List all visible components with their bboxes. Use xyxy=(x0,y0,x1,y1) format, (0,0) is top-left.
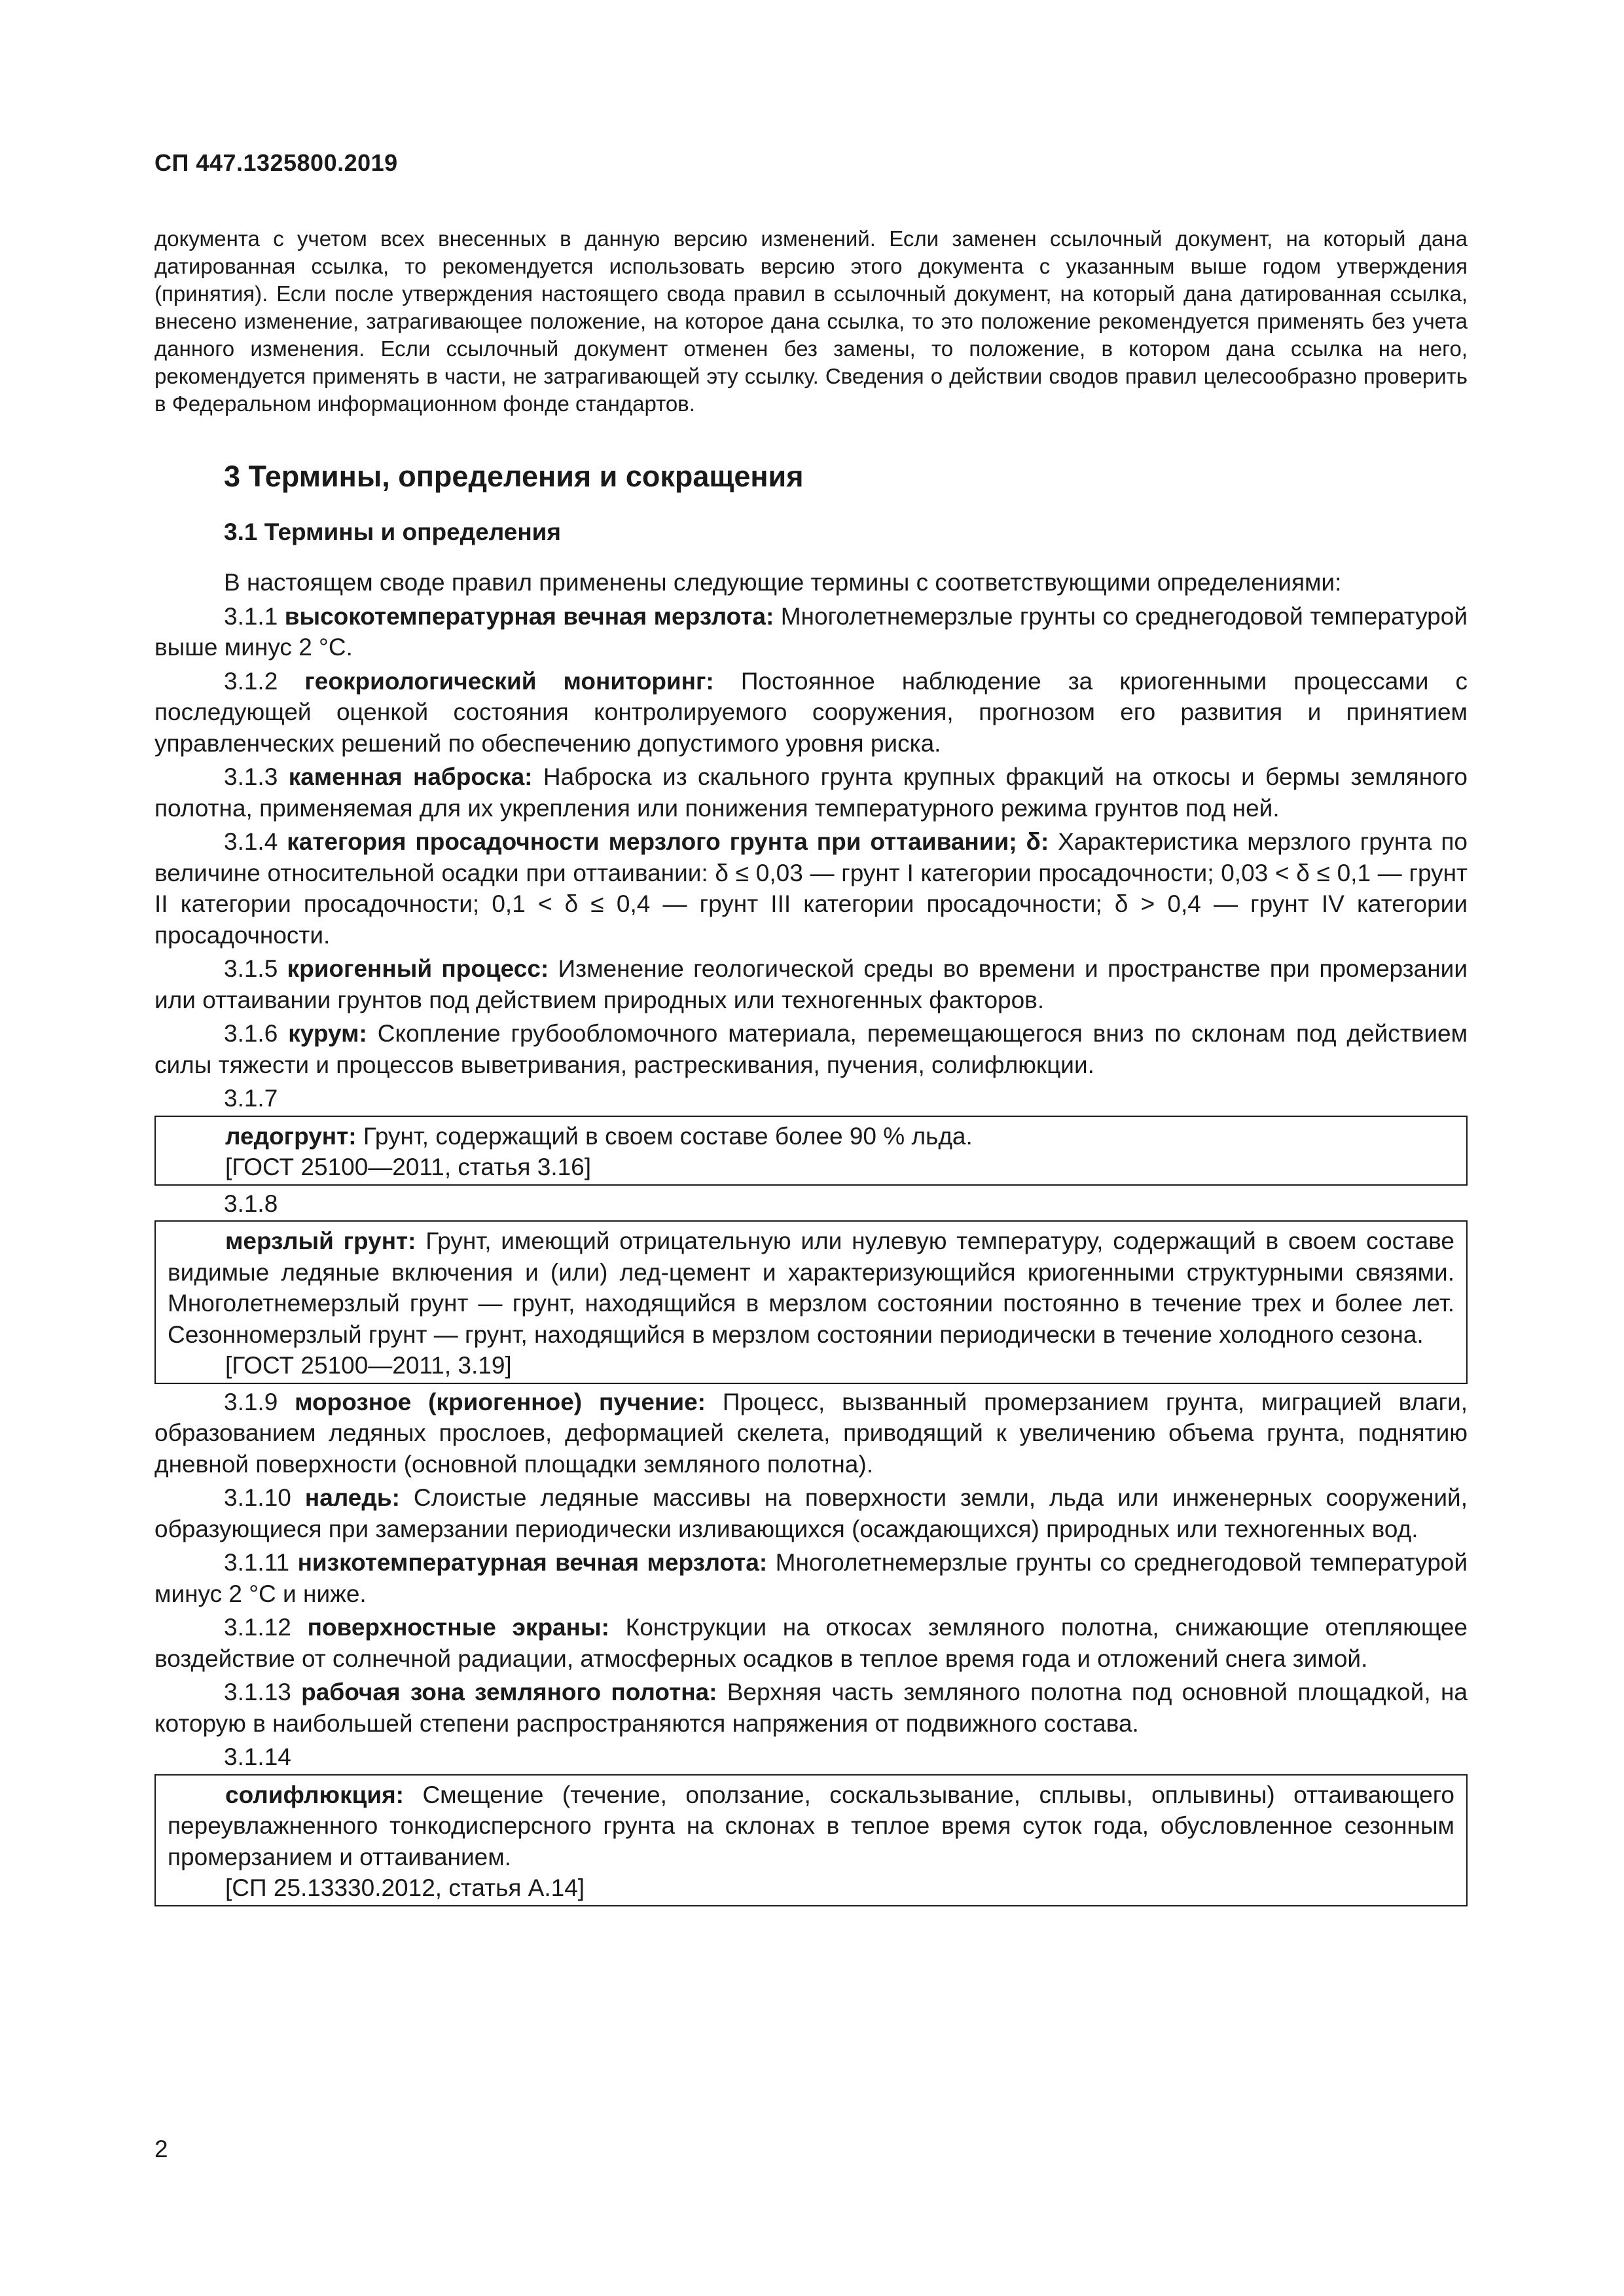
term-source-reference: [ГОСТ 25100—2011, 3.19] xyxy=(225,1352,512,1379)
term-name: курум: xyxy=(288,1020,367,1047)
term-entry xyxy=(154,666,1468,759)
term-number: 3.1.14 xyxy=(224,1743,291,1770)
term-definition: Конструкции на откосах земляного полотна, снижающие отепляющее воздействие от солнечной радиации, атмосферных осадков в теплое время года и отложений снега зимой. xyxy=(154,1614,1468,1672)
term-entry xyxy=(154,826,1468,951)
term-entry xyxy=(154,1018,1468,1080)
term-name: категория просадочности мерзлого грунта при оттаивании; δ: xyxy=(287,828,1049,855)
term-number: 3.1.5 xyxy=(224,955,278,982)
lead-paragraph: В настоящем своде правил применены следующие термины с соответствующими определениями: xyxy=(224,569,1342,596)
term-entry xyxy=(154,601,1468,663)
term-entry xyxy=(154,953,1468,1015)
term-number: 3.1.9 xyxy=(224,1388,278,1415)
term-definition: Грунт, содержащий в своем составе более 90 % льда. xyxy=(363,1122,973,1150)
section-title: 3 Термины, определения и сокращения xyxy=(224,460,804,493)
quoted-term-box xyxy=(154,1774,1468,1906)
term-source-reference: [СП 25.13330.2012, статья А.14] xyxy=(225,1874,585,1901)
term-definition: Многолетнемерзлые грунты со среднегодовой температурой минус 2 °С и ниже. xyxy=(154,1549,1468,1607)
term-name: солифлюкция: xyxy=(225,1781,404,1808)
term-definition: Характеристика мерзлого грунта по величине относительной осадки при оттаивании: δ ≤ 0,03 — грунт I категории просадочности; 0,03 < δ ≤ 0,1 — грунт II категории просадочности; 0,1 < δ ≤ 0,4 — грунт III категории просадочности; δ > 0,4 — грунт IV категории просадочности. xyxy=(154,828,1468,949)
term-name: криогенный процесс: xyxy=(287,955,549,982)
term-definition: Изменение геологической среды во времени и пространстве при промерзании или оттаивании грунтов под действием природных или техногенных факторов. xyxy=(154,955,1468,1013)
term-entry xyxy=(154,1482,1468,1544)
term-entry xyxy=(154,1677,1468,1739)
term-entry xyxy=(154,1387,1468,1480)
term-number: 3.1.13 xyxy=(224,1679,291,1705)
term-number: 3.1.8 xyxy=(224,1190,278,1217)
term-name: наледь: xyxy=(304,1484,400,1511)
term-number: 3.1.3 xyxy=(224,763,278,790)
term-name: геокриологический мониторинг: xyxy=(304,667,714,695)
term-definition: Процесс, вызванный промерзанием грунта, миграцией влаги, образованием ледяных прослоев, деформацией скелета, приводящий к увеличению объема грунта, поднятию дневной поверхности (основной площадки земляного полотна). xyxy=(154,1388,1468,1478)
term-number: 3.1.4 xyxy=(224,828,278,855)
term-name: поверхностные экраны: xyxy=(307,1614,609,1641)
term-definition: Смещение (течение, оползание, соскальзывание, сплывы, оплывины) оттаивающего переувлажненного тонкодисперсного грунта на склонах в теплое время суток года, обусловленное сезонным промерзанием и оттаиванием. xyxy=(168,1781,1455,1870)
subsection-title: 3.1 Термины и определения xyxy=(224,519,562,545)
term-number: 3.1.1 xyxy=(224,602,278,630)
term-name: морозное (криогенное) пучение: xyxy=(295,1388,706,1415)
term-entry xyxy=(154,1547,1468,1609)
page-number: 2 xyxy=(154,2136,168,2162)
term-name: рабочая зона земляного полотна: xyxy=(301,1679,717,1705)
term-number: 3.1.7 xyxy=(224,1085,278,1112)
term-entry xyxy=(168,1121,1454,1152)
term-name: мерзлый грунт: xyxy=(225,1228,416,1254)
term-name: ледогрунт: xyxy=(225,1122,357,1150)
term-definition: Многолетнемерзлые грунты со среднегодовой температурой выше минус 2 °С. xyxy=(154,602,1468,661)
term-definition: Грунт, имеющий отрицательную или нулевую температуру, содержащий в своем составе видимые ледяные включения и (или) лед-цемент и характеризующийся криогенными структурными связями. Многолетнемерзлый грунт — грунт, находящийся в мерзлом состоянии постоянно в течение трех и более лет. Сезонномерзлый грунт — грунт, находящийся в мерзлом состоянии периодически в течение холодного сезона. xyxy=(168,1228,1455,1348)
quoted-term-box xyxy=(154,1116,1468,1186)
term-definition: Скопление грубообломочного материала, перемещающегося вниз по склонам под действием силы тяжести и процессов выветривания, растрескивания, пучения, солифлюкции. xyxy=(154,1020,1468,1078)
term-number: 3.1.2 xyxy=(224,667,278,695)
document-code-header: СП 447.1325800.2019 xyxy=(154,149,398,176)
term-source-reference: [ГОСТ 25100—2011, статья 3.16] xyxy=(225,1154,592,1180)
term-entry xyxy=(154,1612,1468,1674)
term-definition: Наброска из скального грунта крупных фракций на откосы и бермы земляного полотна, применяемая для их укрепления или понижения температурного режима грунтов под ней. xyxy=(154,763,1468,822)
term-entry xyxy=(168,1226,1454,1350)
term-name: низкотемпературная вечная мерзлота: xyxy=(297,1549,768,1576)
term-entry xyxy=(154,761,1468,824)
term-entry xyxy=(168,1779,1454,1873)
term-number: 3.1.12 xyxy=(224,1614,291,1641)
quoted-term-box xyxy=(154,1220,1468,1384)
term-name: каменная наброска: xyxy=(288,763,533,790)
term-number: 3.1.10 xyxy=(224,1484,291,1511)
term-number: 3.1.6 xyxy=(224,1020,278,1047)
term-name: высокотемпературная вечная мерзлота: xyxy=(284,602,774,630)
term-definition: Верхняя часть земляного полотна под основной площадкой, на которую в наибольшей степени распространяются напряжения от подвижного состава. xyxy=(154,1679,1468,1737)
intro-paragraph: документа с учетом всех внесенных в данную версию изменений. Если заменен ссылочный документ, на который дана датированная ссылка, то рекомендуется использовать версию этого документа с указанным выше годом утверждения (принятия). Если после утверждения настоящего свода правил в ссылочный документ, на который дана датированная ссылка, внесено изменение, затрагивающее положение, на которое дана ссылка, то это положение рекомендуется применять без учета данного изменения. Если ссылочный документ отменен без замены, то положение, в котором дана ссылка на него, рекомендуется применять в части, не затрагивающей эту ссылку. Сведения о действии сводов правил целесообразно проверить в Федеральном информационном фонде стандартов. xyxy=(154,227,1468,416)
term-number: 3.1.11 xyxy=(224,1549,290,1576)
term-definition: Слоистые ледяные массивы на поверхности земли, льда или инженерных сооружений, образующиеся при замерзании периодически изливающихся (осаждающихся) природных или техногенных вод. xyxy=(154,1484,1468,1542)
terms-body xyxy=(154,567,1468,1909)
term-definition: Постоянное наблюдение за криогенными процессами с последующей оценкой состояния контролируемого сооружения, прогнозом его развития и принятием управленческих решений по обеспечению допустимого уровня риска. xyxy=(154,667,1468,757)
